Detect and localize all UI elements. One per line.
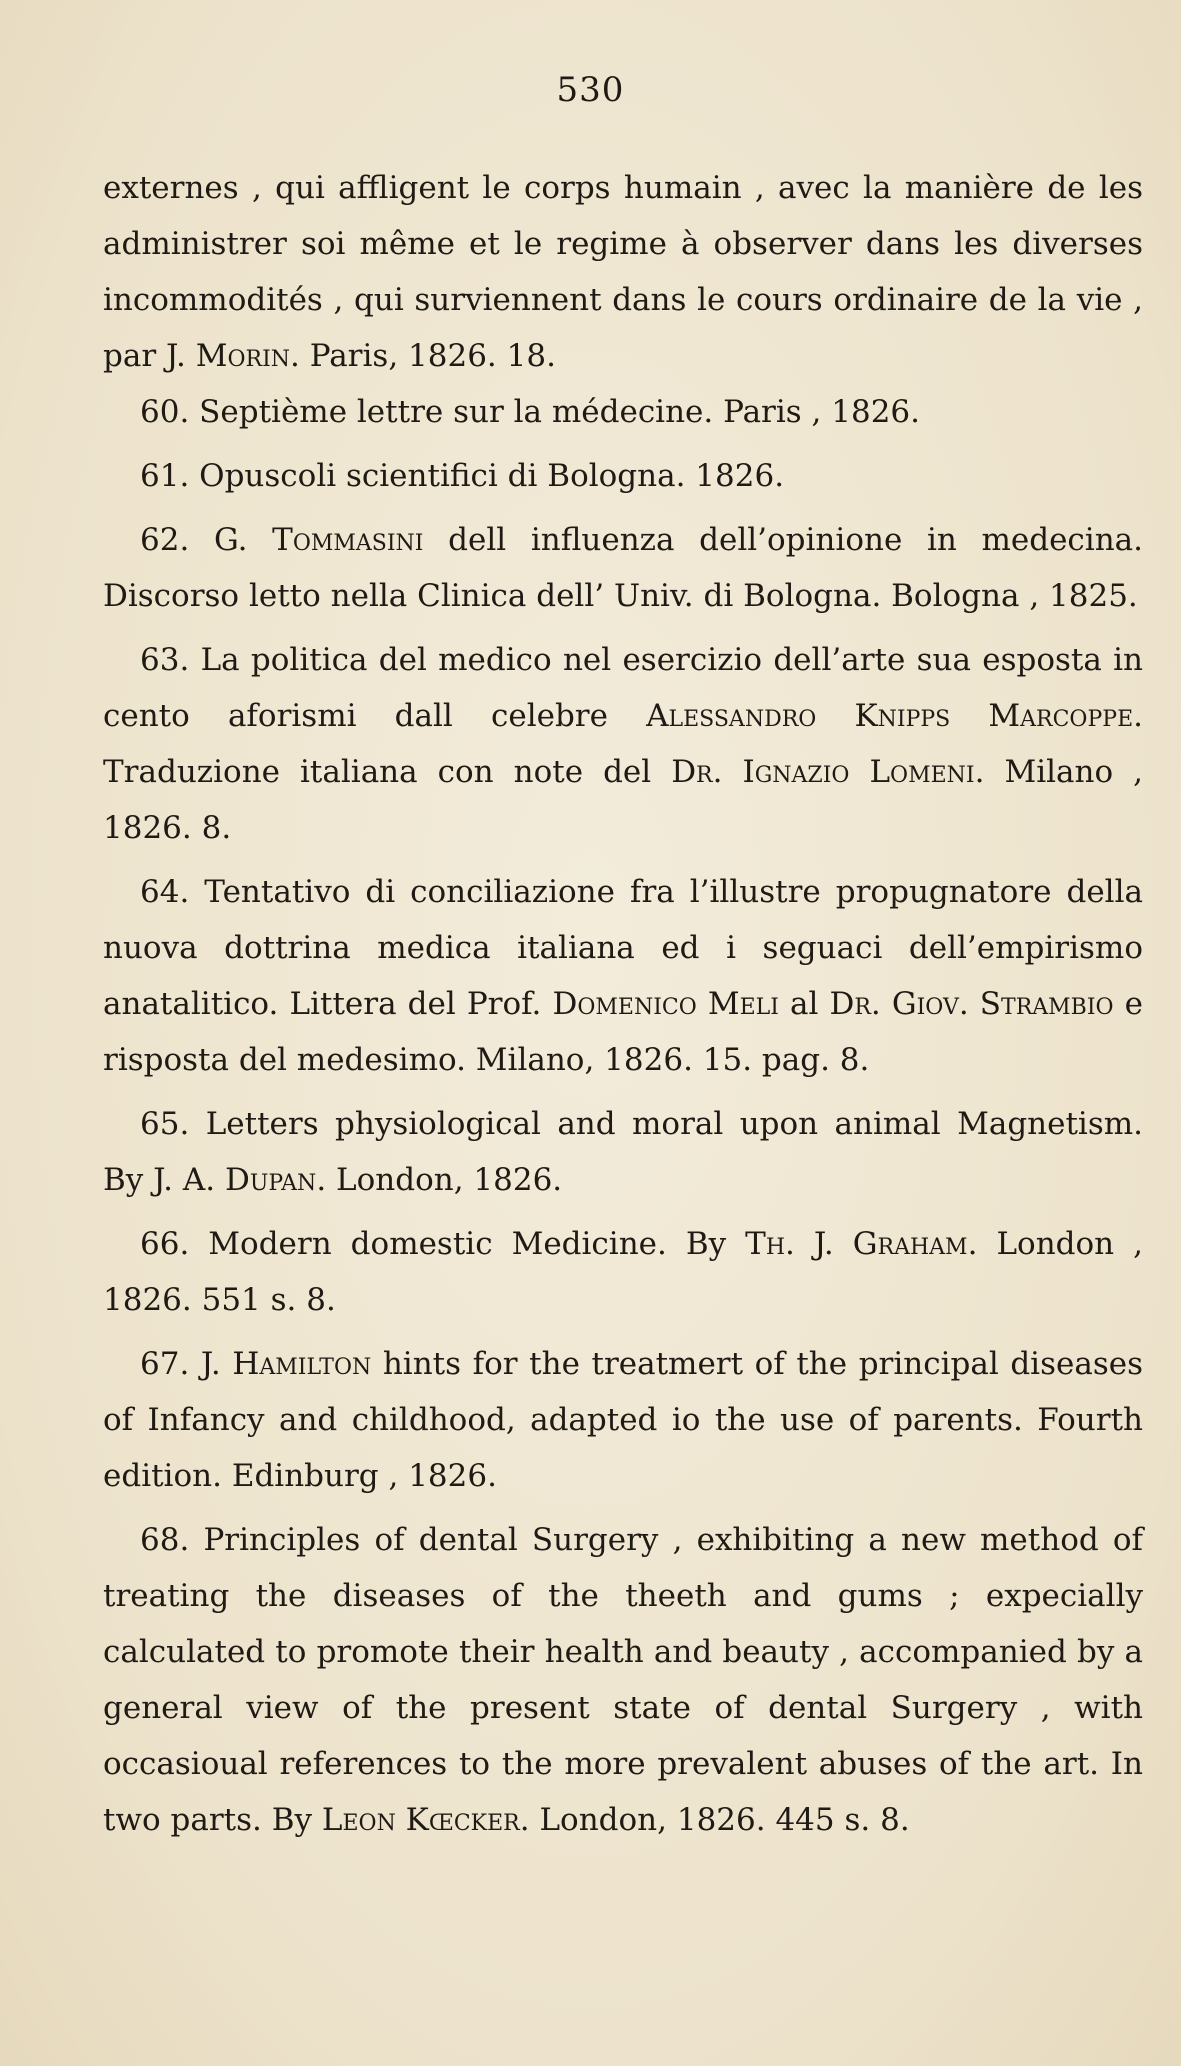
- bibliography-entry: [103, 1512, 1143, 1848]
- entry-text-segment: 64. Tentativo di conciliazione fra l’illustre propugnatore della nuova dottrina medica italiana ed i seguaci dell’empirismo anatalitico. Littera del Prof.: [103, 874, 1143, 1022]
- author-name: Leon Kœcker: [321, 1802, 520, 1838]
- bibliography-entry: [103, 384, 1143, 440]
- entry-text-segment: e risposta del medesimo. Milano, 1826. 15. pag. 8.: [103, 986, 1143, 1078]
- bibliography-entry: [103, 632, 1143, 856]
- continuation-paragraph: [103, 160, 1143, 384]
- entries-list: [103, 384, 1143, 1848]
- entry-text-segment: dell influenza dell’opinione in medecina. Discorso letto nella Clinica dell’ Univ. di Bologna. Bologna , 1825.: [103, 522, 1143, 614]
- bibliography-entry: [103, 448, 1143, 504]
- entry-text-segment: . London , 1826. 551 s. 8.: [103, 1226, 1143, 1318]
- entry-text-segment: 65. Letters physiological and moral upon animal Magnetism. By J. A.: [103, 1106, 1143, 1198]
- bibliography-entry: [103, 1336, 1143, 1504]
- entry-text-segment: 63. La politica del medico nel esercizio dell’arte sua esposta in cento aforismi dall celebre: [103, 642, 1143, 734]
- entry-text-segment: 62. G.: [140, 522, 273, 558]
- entry-text-segment: . Milano , 1826. 8.: [103, 754, 1143, 846]
- bibliography-entry: [103, 864, 1143, 1088]
- author-name: Tommasini: [272, 522, 424, 558]
- author-name: Morin: [195, 338, 291, 374]
- entry-text-segment: al: [778, 986, 830, 1022]
- author-name: Alessandro Knipps Marcoppe: [646, 698, 1134, 734]
- entry-text-segment: . Paris, 1826. 18.: [290, 338, 556, 374]
- author-name: Th. J. Graham: [745, 1226, 968, 1262]
- bibliography-text: [103, 160, 1143, 1848]
- author-name: Dr. Ignazio Lomeni: [671, 754, 975, 790]
- entry-text-segment: externes , qui affligent le corps humain , avec la manière de les administrer soi même et le regime à observer dans les diverses incommodités , qui surviennent dans le cours ordinaire de la vie , par J.: [103, 170, 1143, 374]
- author-name: Dupan: [224, 1162, 317, 1198]
- entry-text-segment: 60. Septième lettre sur la médecine. Paris , 1826.: [140, 394, 921, 430]
- author-name: Domenico Meli: [552, 986, 779, 1022]
- author-name: Hamilton: [232, 1346, 372, 1382]
- entry-text-segment: . Traduzione italiana con note del: [103, 698, 1143, 790]
- bibliography-entry: [103, 1216, 1143, 1328]
- entry-text-segment: 61. Opuscoli scientifici di Bologna. 1826.: [140, 458, 785, 494]
- entry-text-segment: . London, 1826. 445 s. 8.: [519, 1802, 910, 1838]
- entry-text-segment: . London, 1826.: [316, 1162, 563, 1198]
- entry-text-segment: 67. J.: [140, 1346, 233, 1382]
- entry-text-segment: 68. Principles of dental Surgery , exhibiting a new method of treating the diseases of the theeth and gums ; expecially calculated to promote their health and beauty , accompanied by a general view of the present state of dental Surgery , with occasioual references to the more prevalent abuses of the art. In two parts. By: [103, 1522, 1143, 1838]
- author-name: Dr. Giov. Strambio: [829, 986, 1114, 1022]
- entry-text-segment: hints for the treatmert of the principal diseases of Infancy and childhood, adapted io the use of parents. Fourth edition. Edinburg , 1826.: [103, 1346, 1143, 1494]
- entry-text-segment: 66. Modern domestic Medicine. By: [140, 1226, 746, 1262]
- bibliography-entry: [103, 1096, 1143, 1208]
- page-number: 530: [556, 70, 625, 110]
- bibliography-entry: [103, 512, 1143, 624]
